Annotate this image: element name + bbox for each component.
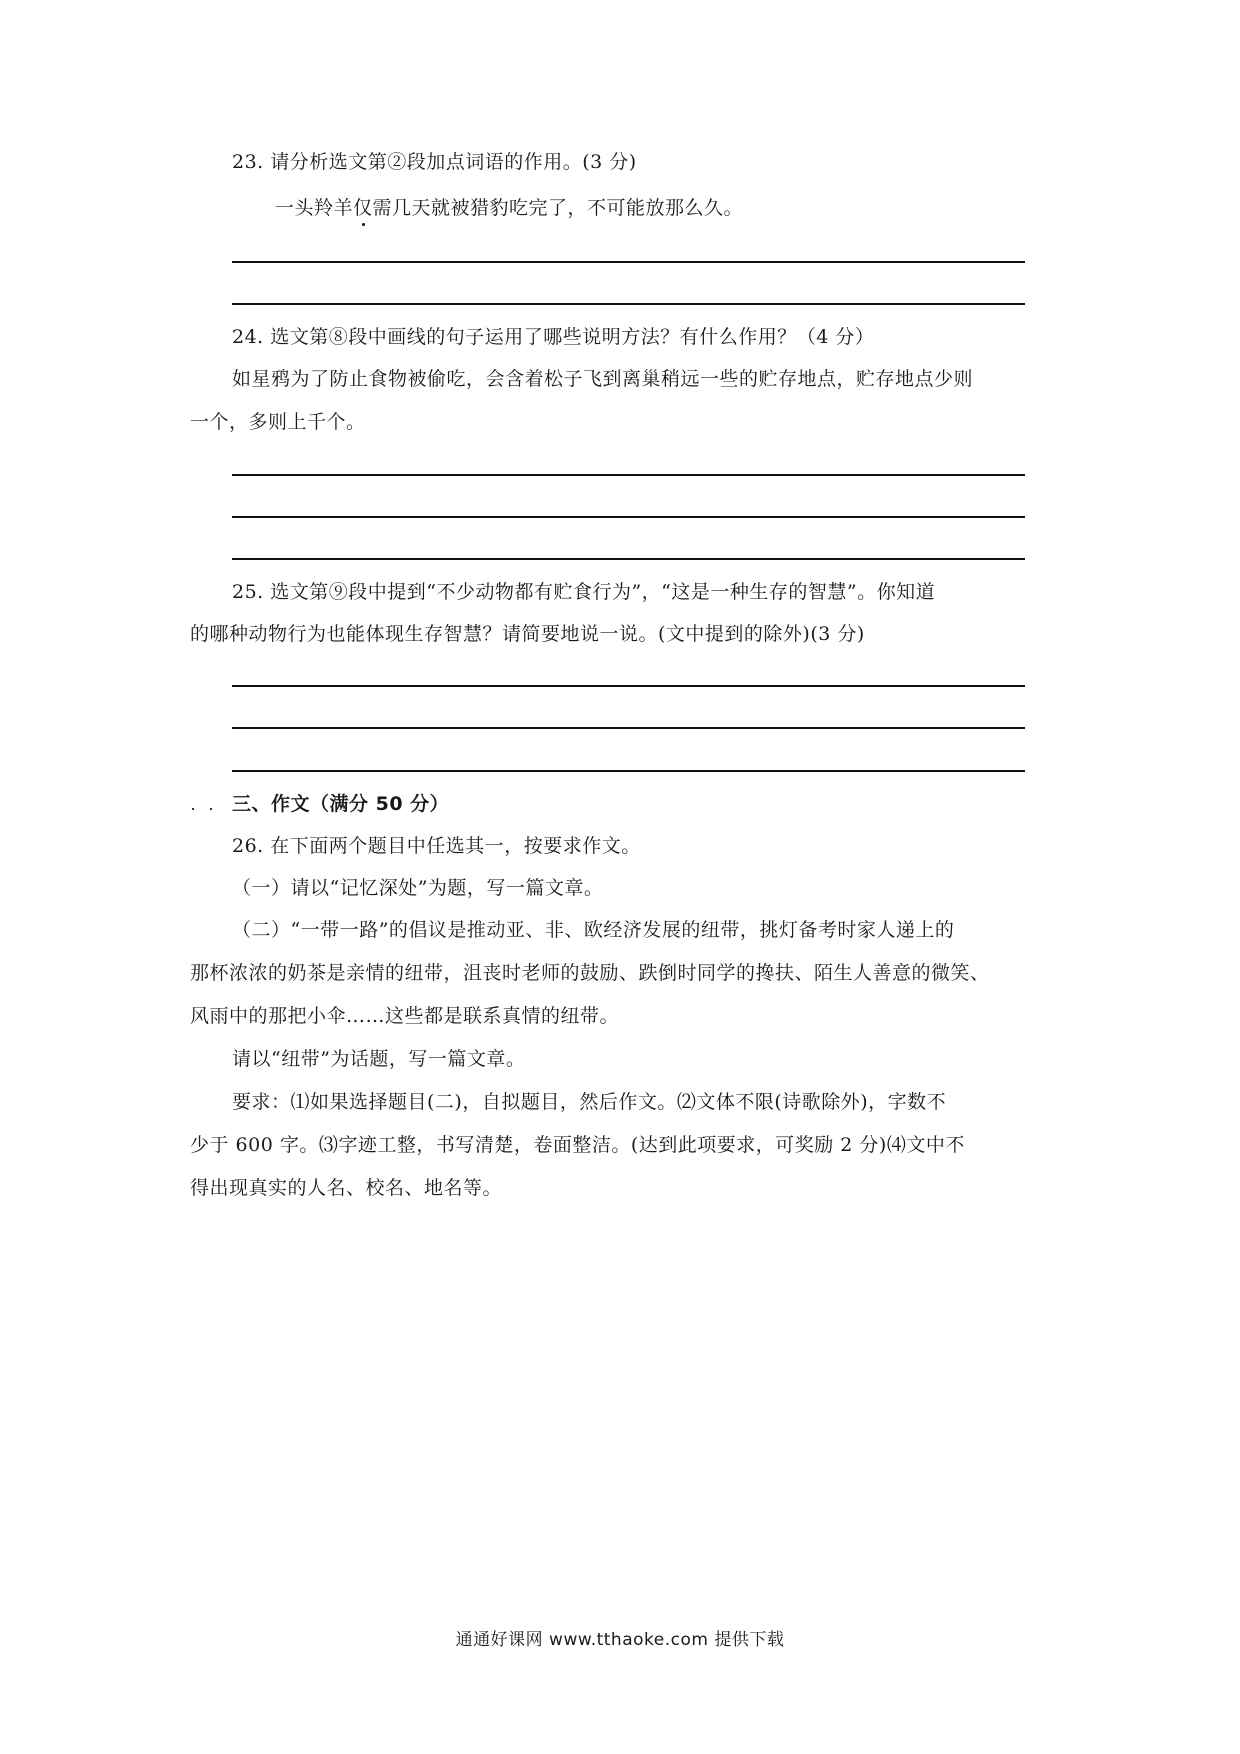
q23-answer-line-2[interactable] (232, 303, 1025, 305)
q23-answer-line-1[interactable] (232, 261, 1025, 263)
q26-option-1: （一）请以“记忆深处”为题，写一篇文章。 (232, 877, 604, 899)
q26-option-2-line-1: （二）“一带一路”的倡议是推动亚、非、欧经济发展的纽带，挑灯备考时家人递上的 (232, 919, 955, 941)
q24-answer-line-3[interactable] (232, 558, 1025, 560)
section-3-title: 三、作文（满分 50 分） (232, 793, 450, 815)
q24-prompt: 24. 选文第⑧段中画线的句子运用了哪些说明方法？有什么作用？（4 分） (232, 326, 875, 348)
q24-text-line-1: 如星鸦为了防止食物被偷吃，会含着松子飞到离巢稍远一些的贮存地点，贮存地点少则 (232, 368, 974, 390)
q25-text-line-1: 25. 选文第⑨段中提到“不少动物都有贮食行为”，“这是一种生存的智慧”。你知道 (232, 581, 936, 603)
q24-text-line-2: 一个，多则上千个。 (190, 411, 366, 433)
q26-option-2-line-4: 请以“纽带”为话题，写一篇文章。 (232, 1048, 526, 1070)
scan-mark (210, 808, 212, 810)
q25-answer-line-2[interactable] (232, 727, 1025, 729)
q26-prompt: 26. 在下面两个题目中任选其一，按要求作文。 (232, 835, 641, 857)
q26-option-2-line-3: 风雨中的那把小伞……这些都是联系真情的纽带。 (190, 1005, 620, 1027)
q23-quote-after: 需几天就被猎豹吃完了，不可能放那么久。 (372, 197, 744, 219)
q24-answer-line-2[interactable] (232, 516, 1025, 518)
q25-text-line-2: 的哪种动物行为也能体现生存智慧？请简要地说一说。(文中提到的除外)(3 分) (190, 623, 865, 645)
q25-answer-line-3[interactable] (232, 770, 1025, 772)
q23-quote-before: 一头羚羊 (275, 197, 354, 219)
q24-answer-line-1[interactable] (232, 474, 1025, 476)
q26-requirements-line-1: 要求：⑴如果选择题目(二)，自拟题目，然后作文。⑵文体不限(诗歌除外)，字数不 (232, 1091, 947, 1113)
q23-dotted-word: 仅 (353, 197, 373, 219)
footer-download-note: 通通好课网 www.tthaoke.com 提供下载 (455, 1630, 785, 1650)
scan-mark (192, 808, 194, 810)
q23-quote (275, 196, 743, 220)
q26-requirements-line-2: 少于 600 字。⑶字迹工整，书写清楚，卷面整洁。(达到此项要求，可奖励 2 分)⑷文中不 (190, 1134, 965, 1156)
q23-prompt: 23. 请分析选文第②段加点词语的作用。(3 分) (232, 151, 637, 173)
q26-requirements-line-3: 得出现真实的人名、校名、地名等。 (190, 1177, 503, 1199)
q26-option-2-line-2: 那杯浓浓的奶茶是亲情的纽带，沮丧时老师的鼓励、跌倒时同学的搀扶、陌生人善意的微笑、 (190, 962, 990, 984)
q25-answer-line-1[interactable] (232, 685, 1025, 687)
